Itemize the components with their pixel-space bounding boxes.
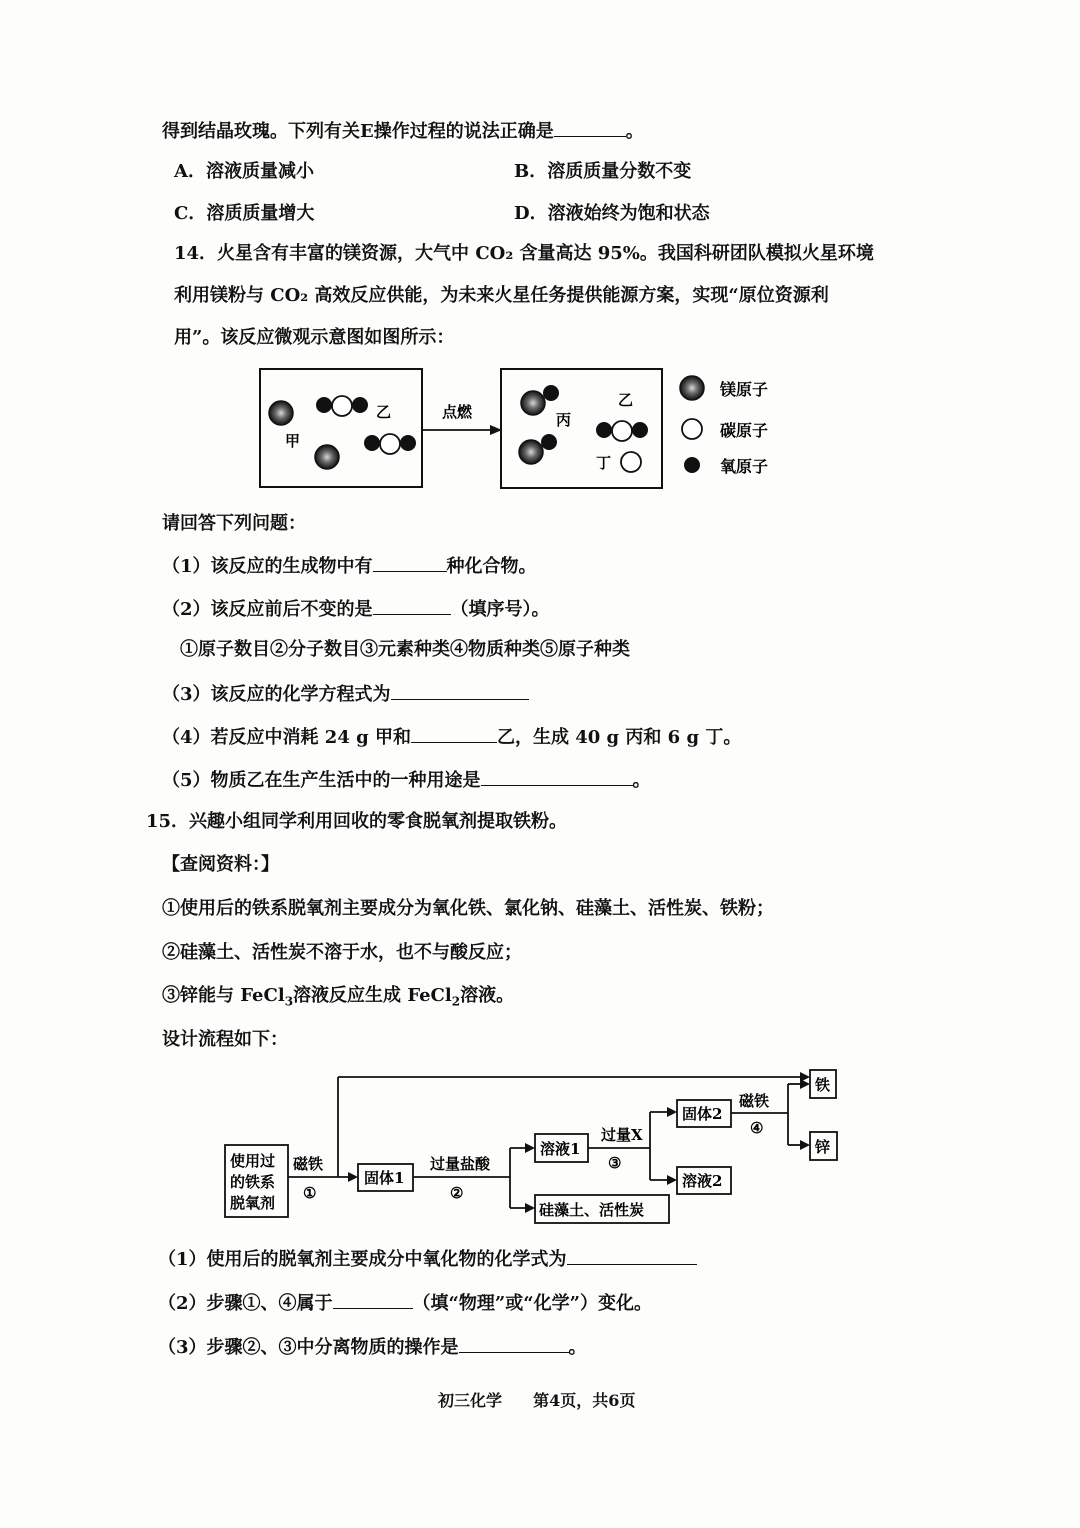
q15-ref3-c: 溶液。 <box>460 985 515 1006</box>
q15-ref3-a: ③锌能与 FeCl <box>162 985 285 1006</box>
q14-sub3-blank[interactable] <box>391 681 529 700</box>
q15-sub3 <box>158 1334 587 1360</box>
products-box <box>501 369 662 488</box>
q15-ref3-b: 溶液反应生成 FeCl <box>293 985 452 1006</box>
legend-c-label: 碳原子 <box>720 421 769 440</box>
q14-sub2-text: （2）该反应前后不变的是 <box>162 599 373 620</box>
q15-sub2 <box>158 1290 652 1316</box>
oxygen-atom-icon <box>316 397 332 413</box>
flow-step2-label: 过量盐酸 <box>430 1155 491 1173</box>
reactants-box <box>260 369 422 487</box>
q15-ref1: ①使用后的铁系脱氧剂主要成分为氧化铁、氯化钠、硅藻土、活性炭、铁粉； <box>162 898 774 919</box>
oxygen-atom-icon <box>543 385 559 401</box>
carbon-atom-icon <box>612 421 632 441</box>
footer-subject: 初三化学 <box>438 1391 503 1410</box>
q14-sub5 <box>162 767 651 793</box>
q14-sub4 <box>162 724 741 750</box>
flow-solution2: 溶液2 <box>682 1172 723 1190</box>
legend-mg-icon <box>680 376 704 400</box>
q14-stem-line2: 利用镁粉与 CO₂ 高效反应供能，为未来火星任务提供能源方案，实现“原位资源利 <box>174 285 829 306</box>
flow-step1-label: 磁铁 <box>293 1155 324 1173</box>
q15-ref3 <box>162 984 514 1014</box>
flow-solid2-box <box>677 1100 731 1127</box>
q14-sub4-blank[interactable] <box>411 724 497 743</box>
q14-sub5-tail: 。 <box>632 770 651 791</box>
q15-ref3-sub1: 3 <box>284 994 294 1009</box>
q15-sub3-blank[interactable] <box>459 1334 569 1353</box>
q14-sub4-tail: 乙，生成 40 g 丙和 6 g 丁。 <box>496 727 742 748</box>
label-yi-product: 乙 <box>618 391 634 409</box>
q13-stem-text: 得到结晶玫瑰。下列有关E操作过程的说法正确是 <box>162 121 554 142</box>
q14-sub5-blank[interactable] <box>481 767 633 786</box>
flow-iron-box <box>810 1070 836 1098</box>
oxygen-atom-icon <box>632 422 648 438</box>
oxygen-atom-icon <box>364 435 380 451</box>
oxygen-atom-icon <box>541 434 557 450</box>
q15-sub2-text: （2）步骤①、④属于 <box>158 1293 333 1314</box>
flow-iron: 铁 <box>815 1076 831 1094</box>
arrow-label: 点燃 <box>442 403 473 421</box>
q14-sub3 <box>162 681 529 707</box>
q14-sub3-text: （3）该反应的化学方程式为 <box>162 684 391 705</box>
q14-stem-line3: 用”。该反应微观示意图如图所示： <box>174 327 455 348</box>
mg-atom-icon <box>315 445 339 469</box>
q15-sub2-tail: （填“物理”或“化学”）变化。 <box>412 1293 652 1314</box>
flow-start-l1: 使用过 <box>230 1152 276 1170</box>
q15-stem: 15．兴趣小组同学利用回收的零食脱氧剂提取铁粉。 <box>146 811 568 832</box>
q15-sub1 <box>158 1246 697 1272</box>
footer-page: 第4页，共6页 <box>533 1391 636 1410</box>
q14-prompt: 请回答下列问题： <box>162 513 306 534</box>
carbon-atom-icon <box>380 434 400 454</box>
q13-option-c: C．溶质质量增大 <box>174 203 315 224</box>
flow-step4-label: 磁铁 <box>739 1092 770 1110</box>
flow-solution1-box <box>535 1134 588 1162</box>
q13-answer-blank[interactable] <box>554 118 626 137</box>
flow-zinc-box <box>810 1132 837 1160</box>
label-yi: 乙 <box>376 403 392 421</box>
q15-sub1-text: （1）使用后的脱氧剂主要成分中氧化物的化学式为 <box>158 1249 567 1270</box>
flow-start-l2: 的铁系 <box>230 1173 276 1191</box>
q14-stem-line1: 14．火星含有丰富的镁资源，大气中 CO₂ 含量高达 95%。我国科研团队模拟火星环境 <box>174 243 874 264</box>
legend-mg-label: 镁原子 <box>720 380 769 399</box>
q15-flow-title: 设计流程如下： <box>162 1029 288 1050</box>
q14-sub1-blank[interactable] <box>373 553 447 572</box>
q14-sub1 <box>162 553 537 579</box>
label-ding: 丁 <box>596 454 612 472</box>
flow-step3-num: ③ <box>608 1154 622 1172</box>
q14-sub2-blank[interactable] <box>373 596 451 615</box>
flow-solid2: 固体2 <box>682 1105 723 1123</box>
q15-sub3-text: （3）步骤②、③中分离物质的操作是 <box>158 1337 459 1358</box>
flow-residue-box <box>535 1195 669 1223</box>
flow-solution2-box <box>677 1167 731 1194</box>
q15-ref-title: 【查阅资料：】 <box>162 854 279 875</box>
q13-option-d: D．溶液始终为饱和状态 <box>514 203 710 224</box>
carbon-atom-icon <box>621 452 641 472</box>
q15-ref2: ②硅藻土、活性炭不溶于水，也不与酸反应； <box>162 942 522 963</box>
q13-option-b: B．溶质质量分数不变 <box>514 161 692 182</box>
q14-sub2 <box>162 596 550 622</box>
flow-step2-num: ② <box>450 1184 464 1202</box>
mg-atom-icon <box>269 401 293 425</box>
q15-sub3-tail: 。 <box>568 1337 587 1358</box>
flow-step4-num: ④ <box>750 1119 764 1137</box>
reaction-arrow-head <box>490 425 502 435</box>
q13-option-a: A．溶液质量减小 <box>174 161 314 182</box>
flow-solid1: 固体1 <box>364 1169 405 1187</box>
q14-sub2-options: ①原子数目②分子数目③元素种类④物质种类⑤原子种类 <box>180 639 630 660</box>
mg-atom-icon <box>519 440 543 464</box>
q14-sub5-text: （5）物质乙在生产生活中的一种用途是 <box>162 770 481 791</box>
label-bing: 丙 <box>556 411 572 429</box>
flow-solution1: 溶液1 <box>540 1140 581 1158</box>
flow-zinc: 锌 <box>815 1138 831 1156</box>
oxygen-atom-icon <box>400 435 416 451</box>
q14-sub2-tail: （填序号）。 <box>450 599 550 620</box>
q13-stem-end: 。 <box>625 121 644 142</box>
mg-atom-icon <box>521 391 545 415</box>
flow-start-box <box>225 1145 288 1217</box>
label-jia: 甲 <box>285 432 301 450</box>
flow-residue: 硅藻土、活性炭 <box>539 1201 645 1219</box>
carbon-atom-icon <box>332 396 352 416</box>
flow-solid1-box <box>358 1164 413 1191</box>
q14-sub1-tail: 种化合物。 <box>446 556 537 577</box>
page-footer <box>438 1388 635 1411</box>
legend-o-icon <box>684 457 700 473</box>
legend-c-icon <box>682 419 702 439</box>
q15-sub2-blank[interactable] <box>333 1290 413 1309</box>
oxygen-atom-icon <box>596 422 612 438</box>
q15-ref3-sub2: 2 <box>451 994 461 1009</box>
flow-start-l3: 脱氧剂 <box>230 1194 276 1212</box>
flow-step1-num: ① <box>303 1184 317 1202</box>
q13-stem <box>162 118 644 144</box>
flow-step3-label: 过量X <box>601 1126 643 1144</box>
q14-sub1-text: （1）该反应的生成物中有 <box>162 556 373 577</box>
oxygen-atom-icon <box>352 397 368 413</box>
q14-sub4-text: （4）若反应中消耗 24 g 甲和 <box>162 727 411 748</box>
legend-o-label: 氧原子 <box>720 457 769 476</box>
q15-sub1-blank[interactable] <box>567 1246 697 1265</box>
